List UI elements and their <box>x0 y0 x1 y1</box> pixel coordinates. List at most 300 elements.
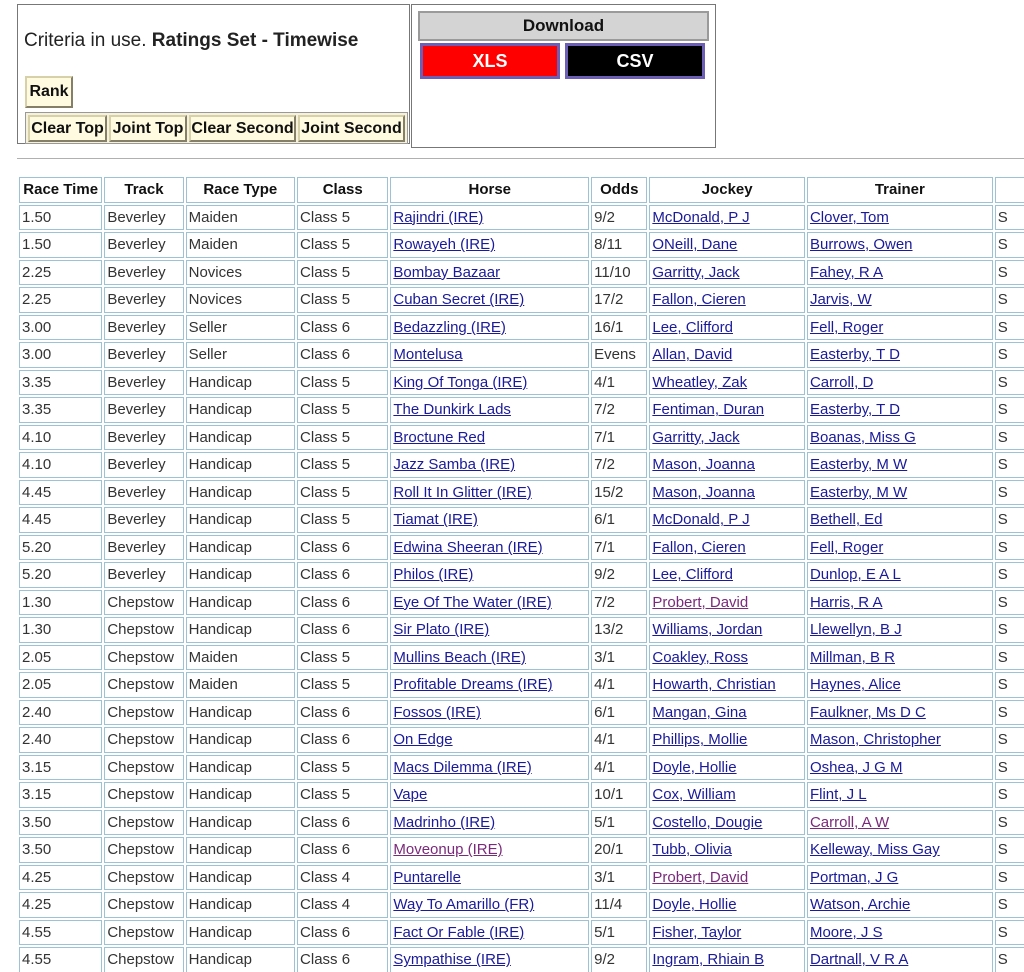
jockey-link[interactable]: Garritty, Jack <box>652 428 740 446</box>
jockey-cell <box>649 562 805 588</box>
class-cell: Class 4 <box>297 865 388 891</box>
race-time-cell: 4.25 <box>19 865 102 891</box>
horse-link[interactable]: Fact Or Fable (IRE) <box>393 923 525 941</box>
race-time-cell: 1.50 <box>19 232 102 258</box>
horse-link[interactable]: Rowayeh (IRE) <box>393 236 496 254</box>
track-cell: Chepstow <box>104 947 183 972</box>
jockey-link[interactable]: Williams, Jordan <box>652 621 763 639</box>
header-track: Track <box>104 177 183 203</box>
trainer-link[interactable]: Fell, Roger <box>809 538 884 556</box>
class-cell: Class 6 <box>297 920 388 946</box>
table-row <box>19 205 1024 231</box>
trainer-link[interactable]: Watson, Archie <box>809 896 911 914</box>
class-cell: Class 4 <box>297 892 388 918</box>
trainer-cell <box>807 782 993 808</box>
trainer-link[interactable]: Burrows, Owen <box>809 236 913 254</box>
track-cell: Chepstow <box>104 920 183 946</box>
odds-cell: 3/1 <box>591 645 647 671</box>
horse-cell <box>390 260 589 286</box>
criteria-name: Ratings Set - Timewise <box>151 30 359 51</box>
horse-link[interactable]: Puntarelle <box>393 868 461 886</box>
trainer-cell <box>807 920 993 946</box>
class-cell: Class 6 <box>297 590 388 616</box>
trainer-link[interactable]: Kelleway, Miss Gay <box>809 841 940 859</box>
jockey-link[interactable]: McDonald, P J <box>652 511 750 529</box>
extra-cell: S <box>995 507 1024 533</box>
jockey-link[interactable]: Howarth, Christian <box>652 676 776 694</box>
horse-link[interactable]: Moveonup (IRE) <box>393 841 503 859</box>
trainer-link[interactable]: Portman, J G <box>809 868 899 886</box>
race-time-cell: 3.50 <box>19 837 102 863</box>
horse-cell <box>390 645 589 671</box>
odds-cell: 7/1 <box>591 535 647 561</box>
extra-cell: S <box>995 727 1024 753</box>
class-cell: Class 5 <box>297 645 388 671</box>
track-cell: Beverley <box>104 342 183 368</box>
extra-cell: S <box>995 920 1024 946</box>
extra-cell: S <box>995 645 1024 671</box>
extra-cell: S <box>995 315 1024 341</box>
trainer-link[interactable]: Dunlop, E A L <box>809 566 901 584</box>
odds-cell: 3/1 <box>591 865 647 891</box>
jockey-link[interactable]: Costello, Dougie <box>652 813 763 831</box>
horse-link[interactable]: Roll It In Glitter (IRE) <box>393 483 532 501</box>
horse-link[interactable]: Eye Of The Water (IRE) <box>393 593 552 611</box>
track-cell: Beverley <box>104 425 183 451</box>
extra-cell: S <box>995 205 1024 231</box>
race-type-cell: Handicap <box>186 617 295 643</box>
horse-link[interactable]: The Dunkirk Lads <box>393 401 511 419</box>
class-cell: Class 5 <box>297 232 388 258</box>
track-cell: Chepstow <box>104 755 183 781</box>
race-time-cell: 5.20 <box>19 535 102 561</box>
extra-cell: S <box>995 782 1024 808</box>
odds-cell: 5/1 <box>591 810 647 836</box>
race-time-cell: 2.05 <box>19 645 102 671</box>
class-cell: Class 5 <box>297 782 388 808</box>
horse-link[interactable]: Cuban Secret (IRE) <box>393 291 525 309</box>
race-type-cell: Handicap <box>186 397 295 423</box>
odds-cell: 7/2 <box>591 397 647 423</box>
extra-cell: S <box>995 700 1024 726</box>
horse-link[interactable]: Bombay Bazaar <box>393 263 501 281</box>
table-row <box>19 397 1024 423</box>
horse-link[interactable]: Broctune Red <box>393 428 486 446</box>
jockey-link[interactable]: Fallon, Cieren <box>652 291 746 309</box>
odds-cell: 9/2 <box>591 947 647 972</box>
horse-cell <box>390 755 589 781</box>
class-cell: Class 6 <box>297 947 388 972</box>
race-type-cell: Handicap <box>186 837 295 863</box>
race-time-cell: 1.30 <box>19 590 102 616</box>
race-time-cell: 3.35 <box>19 397 102 423</box>
extra-cell: S <box>995 865 1024 891</box>
trainer-link[interactable]: Oshea, J G M <box>809 758 903 776</box>
table-row <box>19 892 1024 918</box>
results-table <box>17 175 1024 972</box>
jockey-link[interactable]: Fisher, Taylor <box>652 923 742 941</box>
odds-cell: 7/2 <box>591 590 647 616</box>
extra-cell: S <box>995 535 1024 561</box>
table-row <box>19 755 1024 781</box>
race-time-cell: 4.55 <box>19 920 102 946</box>
header-extra <box>995 177 1024 203</box>
class-cell: Class 5 <box>297 507 388 533</box>
odds-cell: 4/1 <box>591 755 647 781</box>
horse-link[interactable]: Fossos (IRE) <box>393 703 481 721</box>
jockey-cell <box>649 480 805 506</box>
header-race-time: Race Time <box>19 177 102 203</box>
race-type-cell: Handicap <box>186 590 295 616</box>
class-cell: Class 6 <box>297 342 388 368</box>
horse-cell <box>390 810 589 836</box>
trainer-link[interactable]: Faulkner, Ms D C <box>809 703 926 721</box>
race-time-cell: 2.25 <box>19 260 102 286</box>
odds-cell: 6/1 <box>591 700 647 726</box>
race-time-cell: 4.45 <box>19 507 102 533</box>
race-time-cell: 3.00 <box>19 315 102 341</box>
track-cell: Chepstow <box>104 700 183 726</box>
jockey-link[interactable]: Probert, David <box>652 868 749 886</box>
jockey-link[interactable]: Mangan, Gina <box>652 703 747 721</box>
criteria-prefix: Criteria in use. <box>24 30 147 51</box>
jockey-link[interactable]: Fallon, Cieren <box>652 538 746 556</box>
extra-cell: S <box>995 837 1024 863</box>
trainer-cell <box>807 342 993 368</box>
class-cell: Class 5 <box>297 755 388 781</box>
odds-cell: 20/1 <box>591 837 647 863</box>
trainer-cell <box>807 507 993 533</box>
trainer-link[interactable]: Fell, Roger <box>809 318 884 336</box>
track-cell: Chepstow <box>104 810 183 836</box>
trainer-link[interactable]: Haynes, Alice <box>809 676 901 694</box>
jockey-link[interactable]: Phillips, Mollie <box>652 731 748 749</box>
horse-link[interactable]: Bedazzling (IRE) <box>393 318 506 336</box>
jockey-link[interactable]: Garritty, Jack <box>652 263 740 281</box>
horse-cell <box>390 865 589 891</box>
table-row <box>19 370 1024 396</box>
table-row <box>19 507 1024 533</box>
results-table-container <box>17 175 1024 972</box>
jockey-cell <box>649 535 805 561</box>
jockey-cell <box>649 397 805 423</box>
jockey-cell <box>649 700 805 726</box>
trainer-cell <box>807 205 993 231</box>
horse-link[interactable]: Way To Amarillo (FR) <box>393 896 535 914</box>
jockey-link[interactable]: Wheatley, Zak <box>652 373 748 391</box>
horse-link[interactable]: On Edge <box>393 731 453 749</box>
trainer-link[interactable]: Carroll, D <box>809 373 874 391</box>
horse-cell <box>390 287 589 313</box>
trainer-link[interactable]: Easterby, T D <box>809 401 901 419</box>
extra-cell: S <box>995 672 1024 698</box>
trainer-cell <box>807 755 993 781</box>
race-time-cell: 2.05 <box>19 672 102 698</box>
table-row <box>19 645 1024 671</box>
jockey-cell <box>649 837 805 863</box>
trainer-link[interactable]: Flint, J L <box>809 786 867 804</box>
horse-cell <box>390 782 589 808</box>
trainer-link[interactable]: Llewellyn, B J <box>809 621 902 639</box>
odds-cell: 6/1 <box>591 507 647 533</box>
class-cell: Class 6 <box>297 562 388 588</box>
horse-link[interactable]: Macs Dilemma (IRE) <box>393 758 532 776</box>
rank-button[interactable]: Rank <box>25 76 73 108</box>
race-time-cell: 5.20 <box>19 562 102 588</box>
csv-download-button[interactable]: CSV <box>565 43 705 79</box>
table-row <box>19 837 1024 863</box>
trainer-link[interactable]: Carroll, A W <box>809 813 890 831</box>
horse-cell <box>390 727 589 753</box>
trainer-link[interactable]: Harris, R A <box>809 593 883 611</box>
table-row <box>19 865 1024 891</box>
track-cell: Beverley <box>104 232 183 258</box>
race-type-cell: Handicap <box>186 535 295 561</box>
race-type-cell: Maiden <box>186 232 295 258</box>
table-row <box>19 947 1024 972</box>
class-cell: Class 6 <box>297 700 388 726</box>
horse-cell <box>390 315 589 341</box>
joint-second-button[interactable]: Joint Second <box>298 115 405 142</box>
trainer-cell <box>807 617 993 643</box>
horse-cell <box>390 452 589 478</box>
horse-cell <box>390 672 589 698</box>
race-time-cell: 4.10 <box>19 425 102 451</box>
jockey-cell <box>649 672 805 698</box>
jockey-link[interactable]: Tubb, Olivia <box>652 841 732 859</box>
extra-cell: S <box>995 370 1024 396</box>
horse-cell <box>390 425 589 451</box>
track-cell: Beverley <box>104 562 183 588</box>
header-horse: Horse <box>390 177 589 203</box>
table-row <box>19 480 1024 506</box>
horse-link[interactable]: Sir Plato (IRE) <box>393 621 490 639</box>
horse-cell <box>390 892 589 918</box>
horse-cell <box>390 700 589 726</box>
race-type-cell: Handicap <box>186 782 295 808</box>
table-row <box>19 617 1024 643</box>
race-type-cell: Seller <box>186 315 295 341</box>
odds-cell: 11/4 <box>591 892 647 918</box>
download-panel <box>411 4 716 148</box>
extra-cell: S <box>995 590 1024 616</box>
horse-link[interactable]: Philos (IRE) <box>393 566 474 584</box>
odds-cell: 5/1 <box>591 920 647 946</box>
odds-cell: 13/2 <box>591 617 647 643</box>
jockey-cell <box>649 865 805 891</box>
trainer-link[interactable]: Clover, Tom <box>809 208 889 226</box>
extra-cell: S <box>995 452 1024 478</box>
odds-cell: 10/1 <box>591 782 647 808</box>
track-cell: Chepstow <box>104 892 183 918</box>
track-cell: Beverley <box>104 287 183 313</box>
track-cell: Beverley <box>104 205 183 231</box>
race-type-cell: Maiden <box>186 672 295 698</box>
odds-cell: 7/2 <box>591 452 647 478</box>
trainer-link[interactable]: Easterby, M W <box>809 483 908 501</box>
horse-cell <box>390 617 589 643</box>
class-cell: Class 6 <box>297 315 388 341</box>
race-time-cell: 3.15 <box>19 755 102 781</box>
horse-link[interactable]: Edwina Sheeran (IRE) <box>393 538 543 556</box>
trainer-link[interactable]: Jarvis, W <box>809 291 872 309</box>
trainer-link[interactable]: Boanas, Miss G <box>809 428 916 446</box>
race-type-cell: Handicap <box>186 947 295 972</box>
horse-cell <box>390 397 589 423</box>
horse-link[interactable]: Madrinho (IRE) <box>393 813 496 831</box>
table-row <box>19 672 1024 698</box>
table-row <box>19 590 1024 616</box>
jockey-link[interactable]: Cox, William <box>652 786 736 804</box>
race-time-cell: 4.55 <box>19 947 102 972</box>
joint-top-button[interactable]: Joint Top <box>109 115 187 142</box>
trainer-link[interactable]: Easterby, M W <box>809 456 908 474</box>
track-cell: Beverley <box>104 507 183 533</box>
selection-button-group <box>25 112 408 144</box>
class-cell: Class 6 <box>297 837 388 863</box>
odds-cell: 11/10 <box>591 260 647 286</box>
race-type-cell: Handicap <box>186 425 295 451</box>
jockey-cell <box>649 205 805 231</box>
horse-link[interactable]: Vape <box>393 786 428 804</box>
xls-download-button[interactable]: XLS <box>420 43 560 79</box>
jockey-cell <box>649 342 805 368</box>
table-row <box>19 452 1024 478</box>
race-type-cell: Handicap <box>186 865 295 891</box>
horse-cell <box>390 837 589 863</box>
trainer-link[interactable]: Dartnall, V R A <box>809 951 909 969</box>
jockey-link[interactable]: Allan, David <box>652 346 733 364</box>
jockey-link[interactable]: McDonald, P J <box>652 208 750 226</box>
trainer-cell <box>807 645 993 671</box>
track-cell: Beverley <box>104 480 183 506</box>
jockey-cell <box>649 782 805 808</box>
trainer-link[interactable]: Easterby, T D <box>809 346 901 364</box>
jockey-link[interactable]: Coakley, Ross <box>652 648 748 666</box>
table-row <box>19 425 1024 451</box>
jockey-link[interactable]: ONeill, Dane <box>652 236 738 254</box>
race-time-cell: 2.25 <box>19 287 102 313</box>
trainer-cell <box>807 727 993 753</box>
horse-link[interactable]: Montelusa <box>393 346 463 364</box>
odds-cell: 9/2 <box>591 205 647 231</box>
odds-cell: Evens <box>591 342 647 368</box>
race-time-cell: 3.00 <box>19 342 102 368</box>
clear-second-button[interactable]: Clear Second <box>189 115 296 142</box>
extra-cell: S <box>995 397 1024 423</box>
track-cell: Beverley <box>104 452 183 478</box>
table-header-row <box>19 177 1024 203</box>
trainer-cell <box>807 260 993 286</box>
jockey-cell <box>649 315 805 341</box>
jockey-link[interactable]: Lee, Clifford <box>652 318 733 336</box>
race-type-cell: Handicap <box>186 480 295 506</box>
header-jockey: Jockey <box>649 177 805 203</box>
horse-cell <box>390 342 589 368</box>
jockey-cell <box>649 755 805 781</box>
race-type-cell: Handicap <box>186 920 295 946</box>
class-cell: Class 5 <box>297 370 388 396</box>
jockey-cell <box>649 232 805 258</box>
horse-link[interactable]: Mullins Beach (IRE) <box>393 648 526 666</box>
jockey-link[interactable]: Doyle, Hollie <box>652 896 737 914</box>
track-cell: Beverley <box>104 370 183 396</box>
jockey-link[interactable]: Mason, Joanna <box>652 456 755 474</box>
header-odds: Odds <box>591 177 647 203</box>
horse-link[interactable]: Jazz Samba (IRE) <box>393 456 516 474</box>
header-race-type: Race Type <box>186 177 295 203</box>
trainer-cell <box>807 370 993 396</box>
trainer-cell <box>807 562 993 588</box>
race-type-cell: Maiden <box>186 645 295 671</box>
table-row <box>19 782 1024 808</box>
trainer-link[interactable]: Bethell, Ed <box>809 511 883 529</box>
race-type-cell: Handicap <box>186 755 295 781</box>
race-type-cell: Novices <box>186 287 295 313</box>
horse-link[interactable]: Sympathise (IRE) <box>393 951 511 969</box>
horse-link[interactable]: Rajindri (IRE) <box>393 208 484 226</box>
horse-cell <box>390 590 589 616</box>
download-header: Download <box>418 11 709 41</box>
race-time-cell: 2.40 <box>19 700 102 726</box>
table-row <box>19 315 1024 341</box>
trainer-link[interactable]: Mason, Christopher <box>809 731 941 749</box>
horse-cell <box>390 920 589 946</box>
clear-top-button[interactable]: Clear Top <box>28 115 107 142</box>
extra-cell: S <box>995 480 1024 506</box>
trainer-cell <box>807 232 993 258</box>
extra-cell: S <box>995 232 1024 258</box>
class-cell: Class 5 <box>297 425 388 451</box>
odds-cell: 7/1 <box>591 425 647 451</box>
trainer-cell <box>807 425 993 451</box>
extra-cell: S <box>995 617 1024 643</box>
trainer-cell <box>807 397 993 423</box>
jockey-cell <box>649 920 805 946</box>
extra-cell: S <box>995 947 1024 972</box>
trainer-cell <box>807 837 993 863</box>
track-cell: Chepstow <box>104 617 183 643</box>
jockey-link[interactable]: Lee, Clifford <box>652 566 733 584</box>
table-row <box>19 260 1024 286</box>
jockey-cell <box>649 507 805 533</box>
jockey-cell <box>649 260 805 286</box>
table-row <box>19 810 1024 836</box>
horse-link[interactable]: Profitable Dreams (IRE) <box>393 676 553 694</box>
jockey-link[interactable]: Doyle, Hollie <box>652 758 737 776</box>
horse-link[interactable]: King Of Tonga (IRE) <box>393 373 528 391</box>
trainer-link[interactable]: Millman, B R <box>809 648 895 666</box>
trainer-link[interactable]: Fahey, R A <box>809 263 884 281</box>
trainer-cell <box>807 315 993 341</box>
jockey-link[interactable]: Probert, David <box>652 593 749 611</box>
header-trainer: Trainer <box>807 177 993 203</box>
class-cell: Class 6 <box>297 810 388 836</box>
header-class: Class <box>297 177 388 203</box>
horse-link[interactable]: Tiamat (IRE) <box>393 511 478 529</box>
jockey-link[interactable]: Mason, Joanna <box>652 483 755 501</box>
jockey-cell <box>649 287 805 313</box>
race-time-cell: 3.35 <box>19 370 102 396</box>
jockey-link[interactable]: Ingram, Rhiain B <box>652 951 765 969</box>
extra-cell: S <box>995 755 1024 781</box>
race-type-cell: Novices <box>186 260 295 286</box>
trainer-link[interactable]: Moore, J S <box>809 923 883 941</box>
extra-cell: S <box>995 562 1024 588</box>
jockey-link[interactable]: Fentiman, Duran <box>652 401 765 419</box>
race-time-cell: 4.10 <box>19 452 102 478</box>
track-cell: Chepstow <box>104 782 183 808</box>
